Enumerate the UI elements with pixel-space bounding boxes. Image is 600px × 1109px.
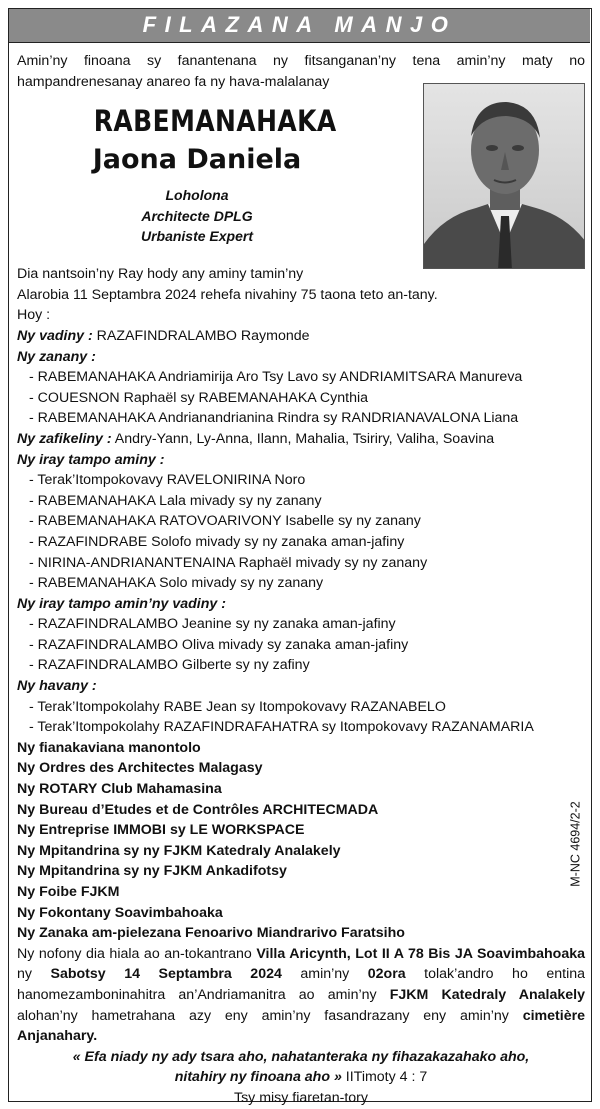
organization-line: Ny Foibe FJKM [17, 884, 120, 900]
list-item: - RABEMANAHAKA Andriamirija Aro Tsy Lavo sy ANDRIAMITSARA Manureva [29, 369, 523, 386]
children-label: Ny zanany : [17, 348, 96, 365]
list-item: - RAZAFINDRALAMBO Oliva mivady sy zanaka aman-jafiny [29, 636, 409, 653]
list-item: - RAZAFINDRALAMBO Gilberte sy ny zafiny [29, 657, 310, 674]
list-item: - RABEMANAHAKA Andrianandrianina Rindra sy RANDRIANAVALONA Liana [29, 410, 519, 427]
title-line: Loholona [165, 187, 229, 203]
grandchildren-label: Ny zafikeliny : [17, 430, 112, 447]
organization-line: Ny Fokontany Soavimbahoaka [17, 904, 223, 921]
verse-line: « Efa niady ny ady tsara aho, nahatanteraka ny fihazakazahako aho, [72, 1048, 530, 1065]
announcement [17, 264, 585, 738]
announcement-line: Hoy : [17, 307, 51, 324]
organizations-list [17, 738, 585, 944]
bible-verse [17, 1047, 585, 1088]
list-item: - Terak’Itompokolahy RAZAFINDRAFAHATRA sy Itompokovavy RAZANAMARIA [29, 719, 534, 736]
list-item: - Terak’Itompokolahy RABE Jean sy Itompokovavy RAZANABELO [29, 698, 446, 715]
organization-line: Ny Bureau d’Etudes et de Contrôles ARCHITECMADA [17, 801, 379, 818]
spacer [17, 92, 585, 264]
funeral-text: alohan’ny hametrahana azy eny amin’ny fasandrazany eny amin’ny [17, 1007, 523, 1024]
funeral-address: Villa Aricynth, Lot II A 78 Bis JA Soavimbahoaka [256, 945, 586, 962]
ad-reference [566, 794, 586, 894]
funeral-cemetery: cimetière Anjanahary. [17, 1007, 585, 1045]
funeral-text: amin’ny [281, 966, 368, 983]
funeral-text: Ny nofony dia hiala ao an-tokantrano [17, 945, 257, 962]
spouse-name: RAZAFINDRALAMBO Raymonde [96, 327, 310, 344]
header-bar [9, 9, 590, 43]
notice-body [17, 51, 585, 1109]
siblings-label: Ny iray tampo aminy : [17, 451, 165, 468]
title-line: Urbaniste Expert [140, 228, 254, 244]
list-item: - RABEMANAHAKA Solo mivady sy ny zanany [29, 575, 324, 592]
organization-line: Ny ROTARY Club Mahamasina [17, 781, 222, 798]
closing-text: Tsy misy fiaretan-tory [233, 1089, 369, 1106]
list-item: - NIRINA-ANDRIANANTENAINA Raphaël mivady sy ny zanany [29, 554, 428, 571]
deceased-first-names: Jaona Daniela [92, 144, 302, 175]
organization-line: Ny Mpitandrina sy ny FJKM Katedraly Analakely [17, 842, 341, 859]
spouse-siblings-label: Ny iray tampo amin’ny vadiny : [17, 595, 226, 612]
spouse-label: Ny vadiny : [17, 327, 93, 344]
organization-line: Ny Mpitandrina sy ny FJKM Ankadifotsy [17, 863, 287, 880]
announcement-line: Dia nantsoin’ny Ray hody any aminy tamin’ny [17, 266, 304, 283]
organization-line: Ny Zanaka am-pielezana Fenoarivo Miandrarivo Faratsiho [17, 925, 405, 942]
funeral-date: Sabotsy 14 Septambra 2024 [50, 966, 282, 983]
title-line: Architecte DPLG [141, 207, 253, 224]
funeral-text: ny [17, 966, 51, 983]
grandchildren-line [17, 429, 585, 450]
verse-line-2 [17, 1067, 585, 1088]
list-item: - RABEMANAHAKA Lala mivady sy ny zanany [29, 492, 322, 509]
list-item: - RABEMANAHAKA RATOVOARIVONY Isabelle sy ny zanany [29, 513, 421, 530]
organization-line: Ny Entreprise IMMOBI sy LE WORKSPACE [17, 822, 305, 839]
ad-reference-text: M-NC 4694/2-2 [568, 801, 583, 887]
deceased-surname: RABEMANAHAKA [93, 104, 337, 138]
funeral-church: FJKM Katedraly Analakely [389, 986, 586, 1003]
funeral-time: 02ora [367, 966, 406, 983]
list-item: - COUESNON Raphaël sy RABEMANAHAKA Cynthia [29, 389, 369, 406]
intro-text: Amin’ny finoana sy fanantenana ny fitsanganan’ny tena amin’ny maty no hampandrenesanay anareo fa ny hava-malalanay [17, 53, 585, 90]
list-item: - RAZAFINDRALAMBO Jeanine sy ny zanaka aman-jafiny [29, 616, 396, 633]
organization-line: Ny fianakaviana manontolo [17, 739, 201, 756]
grandchildren-names: Andry-Yann, Ly-Anna, Ilann, Mahalia, Tsiriry, Valiha, Soavina [114, 430, 495, 447]
verse-line: nitahiry ny finoana aho » [174, 1069, 342, 1086]
organization-line: Ny Ordres des Architectes Malagasy [17, 760, 263, 777]
header-title: FILAZANA MANJO [142, 12, 457, 38]
funeral-details [17, 944, 585, 1047]
relatives-label: Ny havany : [17, 678, 97, 695]
notice-frame [8, 8, 592, 1106]
list-item: - RAZAFINDRABE Solofo mivady sy ny zanaka aman-jafiny [29, 533, 405, 550]
spouse-line [17, 326, 585, 347]
verse-reference: IITimoty 4 : 7 [341, 1069, 428, 1086]
announcement-line: Alarobia 11 Septambra 2024 rehefa nivahiny 75 taona teto an-tany. [17, 286, 438, 303]
funeral-text: tolak’andro ho entina hanomezamboninahitra an’Andriamanitra ao amin’ny [17, 966, 585, 1003]
list-item: - Terak’Itompokovavy RAVELONIRINA Noro [29, 472, 306, 489]
